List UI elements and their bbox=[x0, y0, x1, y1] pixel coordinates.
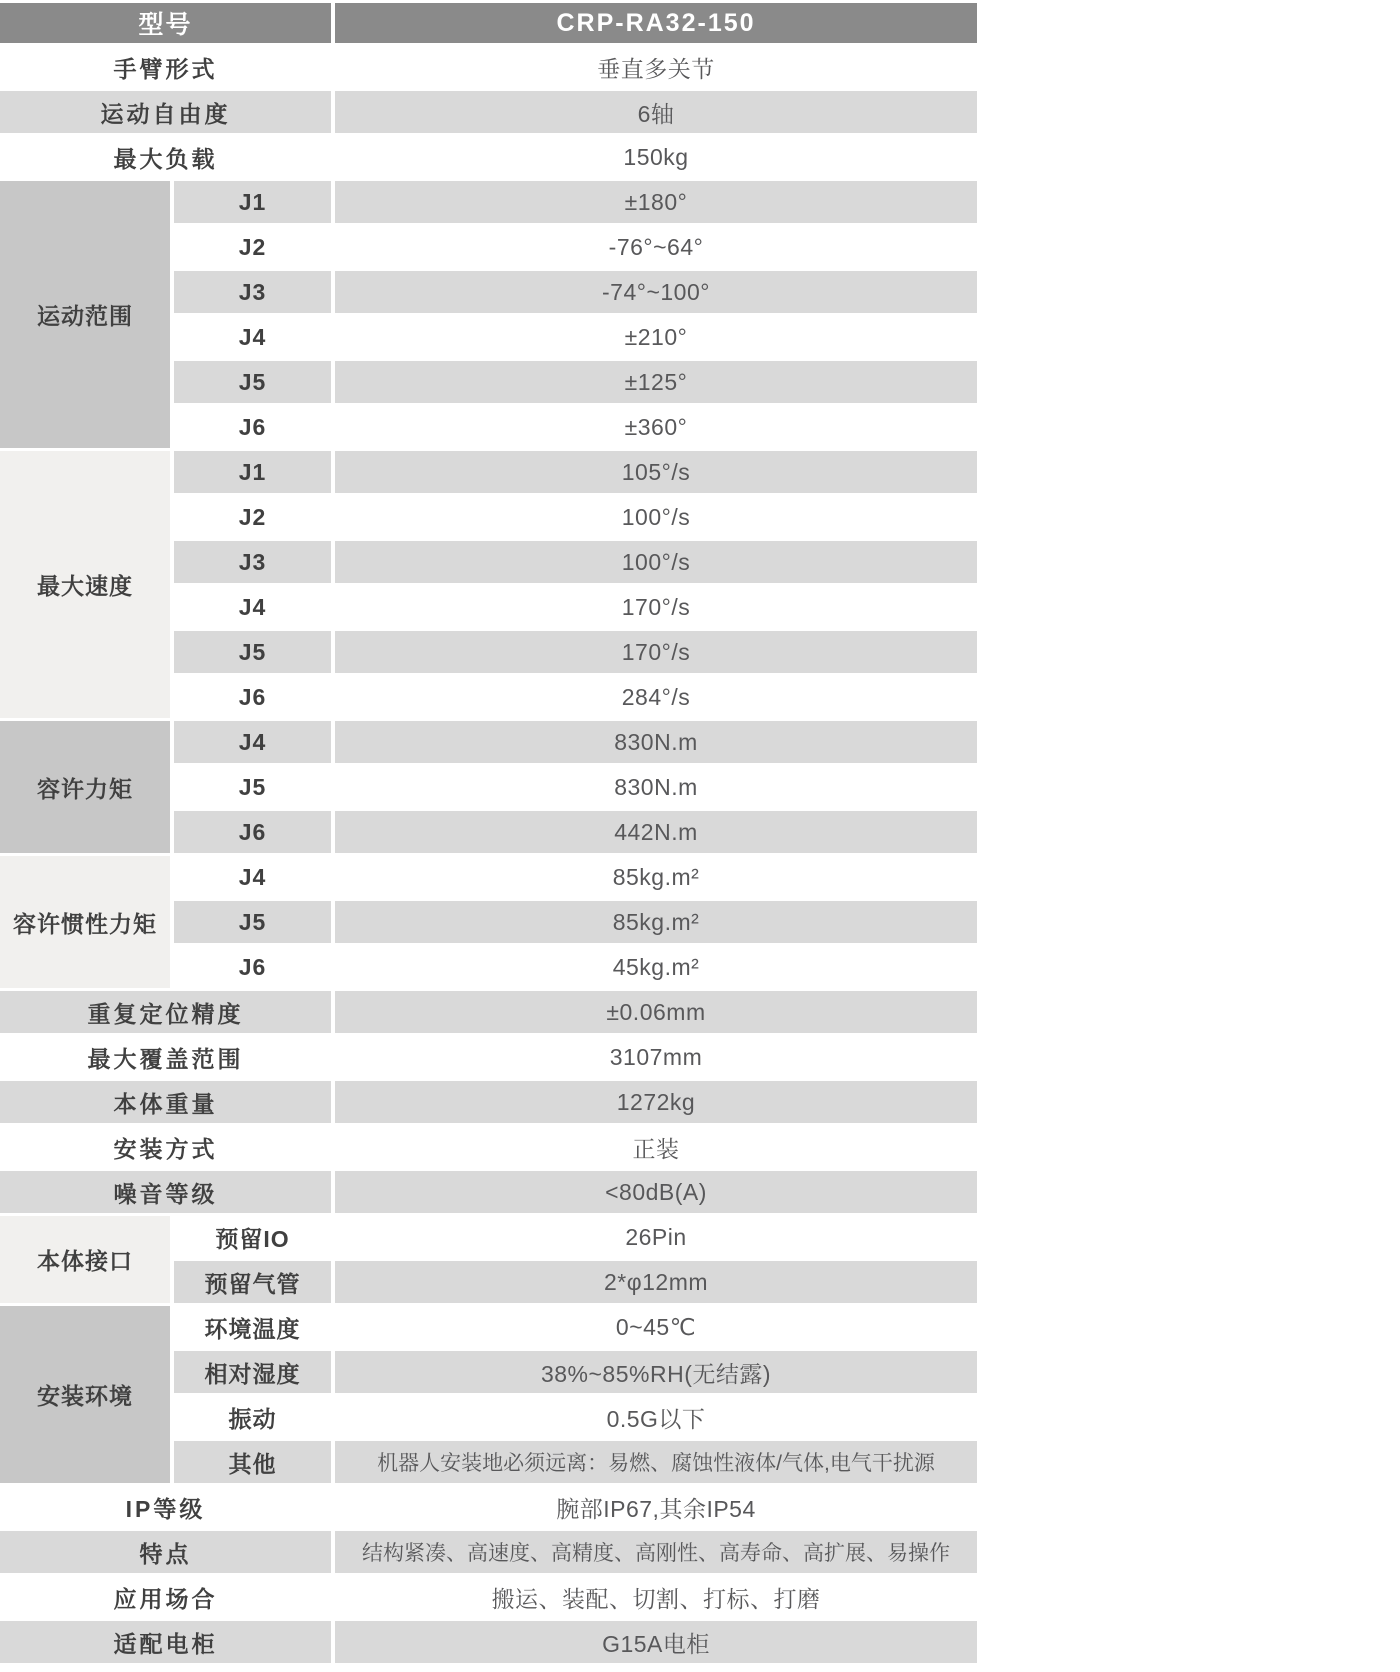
group-label: 本体接口 bbox=[0, 1216, 170, 1303]
row-label: 本体重量 bbox=[0, 1081, 331, 1123]
group-label: 安装环境 bbox=[0, 1306, 170, 1483]
row-label: 预留气管 bbox=[174, 1261, 331, 1303]
spec-row-env-humidity bbox=[174, 1351, 977, 1393]
row-label: 特点 bbox=[0, 1531, 331, 1573]
row-value: 100°/s bbox=[335, 496, 977, 538]
spec-table-header bbox=[0, 3, 977, 43]
spec-row-speed-j4 bbox=[174, 586, 977, 628]
joint-label: J4 bbox=[174, 316, 331, 358]
row-value: 830N.m bbox=[335, 766, 977, 808]
row-value: 3107mm bbox=[335, 1036, 977, 1078]
row-label: 重复定位精度 bbox=[0, 991, 331, 1033]
row-value: 830N.m bbox=[335, 721, 977, 763]
row-value: 85kg.m² bbox=[335, 901, 977, 943]
joint-label: J5 bbox=[174, 901, 331, 943]
spec-row-dof bbox=[0, 91, 977, 133]
row-value: 100°/s bbox=[335, 541, 977, 583]
spec-row-reserved-air bbox=[174, 1261, 977, 1303]
row-label: 预留IO bbox=[174, 1216, 331, 1258]
joint-label: J4 bbox=[174, 586, 331, 628]
spec-row-reach bbox=[0, 1036, 977, 1078]
row-value: 85kg.m² bbox=[335, 856, 977, 898]
spec-row-motion-j6 bbox=[174, 406, 977, 448]
group-label: 容许惯性力矩 bbox=[0, 856, 170, 988]
row-value: -74°~100° bbox=[335, 271, 977, 313]
group-label: 最大速度 bbox=[0, 451, 170, 718]
row-label: 适配电柜 bbox=[0, 1621, 331, 1663]
row-label: 最大负载 bbox=[0, 136, 331, 178]
spec-row-motion-j3 bbox=[174, 271, 977, 313]
row-value: ±360° bbox=[335, 406, 977, 448]
row-value: 150kg bbox=[335, 136, 977, 178]
row-label: 其他 bbox=[174, 1441, 331, 1483]
joint-label: J4 bbox=[174, 721, 331, 763]
row-value: ±0.06mm bbox=[335, 991, 977, 1033]
row-label: 安装方式 bbox=[0, 1126, 331, 1168]
row-label: 运动自由度 bbox=[0, 91, 331, 133]
row-label: 相对湿度 bbox=[174, 1351, 331, 1393]
spec-row-torque-j5 bbox=[174, 766, 977, 808]
row-value: 45kg.m² bbox=[335, 946, 977, 988]
row-value: 0.5G以下 bbox=[335, 1396, 977, 1438]
row-value: 170°/s bbox=[335, 586, 977, 628]
row-label: 噪音等级 bbox=[0, 1171, 331, 1213]
spec-row-torque-j4 bbox=[174, 721, 977, 763]
row-label: IP等级 bbox=[0, 1486, 331, 1528]
spec-row-inertia-j4 bbox=[174, 856, 977, 898]
spec-row-speed-j6 bbox=[174, 676, 977, 718]
row-value: 腕部IP67,其余IP54 bbox=[335, 1486, 977, 1528]
spec-row-motion-j1 bbox=[174, 181, 977, 223]
spec-row-cabinet bbox=[0, 1621, 977, 1663]
spec-row-env-temperature bbox=[174, 1306, 977, 1348]
spec-row-features bbox=[0, 1531, 977, 1573]
row-value: <80dB(A) bbox=[335, 1171, 977, 1213]
row-value: 2*φ12mm bbox=[335, 1261, 977, 1303]
joint-label: J5 bbox=[174, 631, 331, 673]
spec-row-payload bbox=[0, 136, 977, 178]
group-label: 容许力矩 bbox=[0, 721, 170, 853]
joint-label: J2 bbox=[174, 226, 331, 268]
group-torque bbox=[0, 721, 977, 853]
row-label: 环境温度 bbox=[174, 1306, 331, 1348]
joint-label: J6 bbox=[174, 406, 331, 448]
joint-label: J6 bbox=[174, 946, 331, 988]
spec-row-weight bbox=[0, 1081, 977, 1123]
row-value: G15A电柜 bbox=[335, 1621, 977, 1663]
row-label: 振动 bbox=[174, 1396, 331, 1438]
group-body-interface bbox=[0, 1216, 977, 1303]
spec-row-inertia-j6 bbox=[174, 946, 977, 988]
spec-row-motion-j4 bbox=[174, 316, 977, 358]
spec-row-applications bbox=[0, 1576, 977, 1618]
row-value: 1272kg bbox=[335, 1081, 977, 1123]
joint-label: J1 bbox=[174, 451, 331, 493]
row-value: ±210° bbox=[335, 316, 977, 358]
group-label: 运动范围 bbox=[0, 181, 170, 448]
joint-label: J2 bbox=[174, 496, 331, 538]
group-motion-range bbox=[0, 181, 977, 448]
spec-row-ip-rating bbox=[0, 1486, 977, 1528]
spec-row-speed-j2 bbox=[174, 496, 977, 538]
spec-row-reserved-io bbox=[174, 1216, 977, 1258]
group-inertia bbox=[0, 856, 977, 988]
spec-row-env-vibration bbox=[174, 1396, 977, 1438]
joint-label: J5 bbox=[174, 361, 331, 403]
row-label: 应用场合 bbox=[0, 1576, 331, 1618]
row-value: 26Pin bbox=[335, 1216, 977, 1258]
row-value: 结构紧凑、高速度、高精度、高刚性、高寿命、高扩展、易操作 bbox=[335, 1531, 977, 1573]
joint-label: J3 bbox=[174, 541, 331, 583]
spec-row-speed-j5 bbox=[174, 631, 977, 673]
row-label: 最大覆盖范围 bbox=[0, 1036, 331, 1078]
row-value: -76°~64° bbox=[335, 226, 977, 268]
spec-row-repeatability bbox=[0, 991, 977, 1033]
group-max-speed bbox=[0, 451, 977, 718]
row-value: 442N.m bbox=[335, 811, 977, 853]
spec-row-arm-type bbox=[0, 46, 977, 88]
row-value: 105°/s bbox=[335, 451, 977, 493]
spec-row-motion-j5 bbox=[174, 361, 977, 403]
spec-row-env-other bbox=[174, 1441, 977, 1483]
row-value: 搬运、装配、切割、打标、打磨 bbox=[335, 1576, 977, 1618]
row-value: 正装 bbox=[335, 1126, 977, 1168]
spec-row-mounting bbox=[0, 1126, 977, 1168]
model-value: CRP-RA32-150 bbox=[335, 3, 977, 43]
joint-label: J5 bbox=[174, 766, 331, 808]
group-environment bbox=[0, 1306, 977, 1483]
spec-row-torque-j6 bbox=[174, 811, 977, 853]
spec-row-inertia-j5 bbox=[174, 901, 977, 943]
spec-row-speed-j3 bbox=[174, 541, 977, 583]
joint-label: J6 bbox=[174, 811, 331, 853]
row-value: 机器人安装地必须远离：易燃、腐蚀性液体/气体,电气干扰源 bbox=[335, 1441, 977, 1483]
row-value: ±125° bbox=[335, 361, 977, 403]
joint-label: J1 bbox=[174, 181, 331, 223]
row-value: 垂直多关节 bbox=[335, 46, 977, 88]
joint-label: J4 bbox=[174, 856, 331, 898]
model-label: 型号 bbox=[0, 3, 331, 43]
spec-row-motion-j2 bbox=[174, 226, 977, 268]
row-value: 0~45℃ bbox=[335, 1306, 977, 1348]
row-label: 手臂形式 bbox=[0, 46, 331, 88]
row-value: 170°/s bbox=[335, 631, 977, 673]
row-value: 38%~85%RH(无结露) bbox=[335, 1351, 977, 1393]
joint-label: J3 bbox=[174, 271, 331, 313]
spec-row-speed-j1 bbox=[174, 451, 977, 493]
joint-label: J6 bbox=[174, 676, 331, 718]
row-value: 284°/s bbox=[335, 676, 977, 718]
spec-row-noise bbox=[0, 1171, 977, 1213]
row-value: ±180° bbox=[335, 181, 977, 223]
row-value: 6轴 bbox=[335, 91, 977, 133]
